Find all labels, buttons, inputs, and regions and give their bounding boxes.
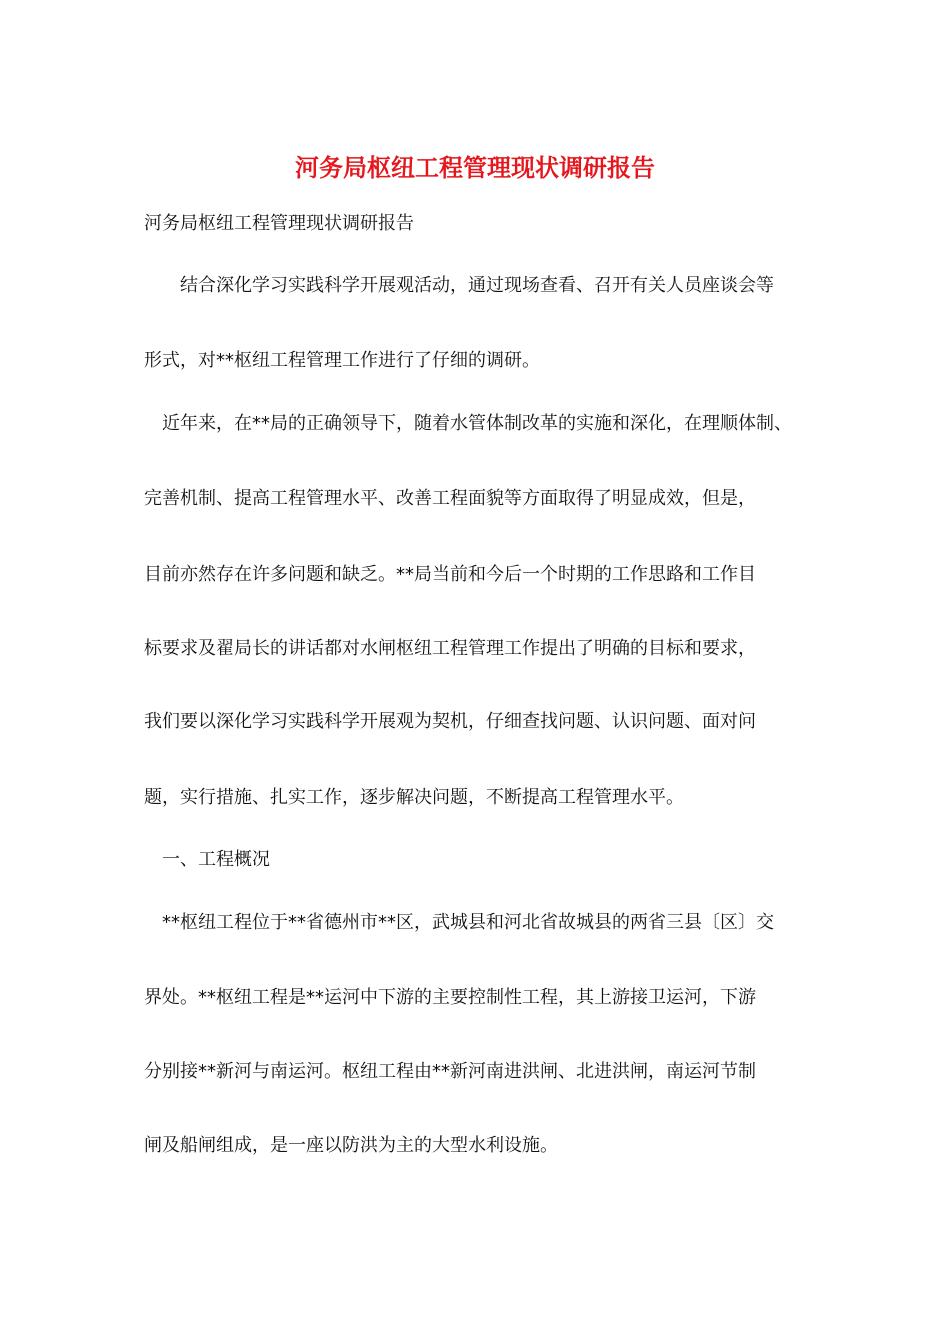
body-line-12: 分别接**新河与南运河。枢纽工程由**新河南进洪闸、北进洪闸，南运河节制 xyxy=(144,1061,756,1082)
body-line-11: 界处。**枢纽工程是**运河中下游的主要控制性工程，其上游接卫运河，下游 xyxy=(144,987,756,1008)
body-line-2: 形式，对**枢纽工程管理工作进行了仔细的调研。 xyxy=(144,350,540,371)
body-line-7: 我们要以深化学习实践科学开展观为契机，仔细查找问题、认识问题、面对问 xyxy=(144,711,756,732)
subtitle-line: 河务局枢纽工程管理现状调研报告 xyxy=(144,213,414,234)
document-title: 河务局枢纽工程管理现状调研报告 xyxy=(295,153,655,182)
body-line-4: 完善机制、提高工程管理水平、改善工程面貌等方面取得了明显成效，但是， xyxy=(144,488,756,509)
body-line-10: **枢纽工程位于**省德州市**区，武城县和河北省故城县的两省三县〔区〕交 xyxy=(144,912,774,933)
body-line-13: 闸及船闸组成，是一座以防洪为主的大型水利设施。 xyxy=(144,1135,558,1156)
body-line-1: 结合深化学习实践科学开展观活动，通过现场查看、召开有关人员座谈会等 xyxy=(144,275,774,296)
body-line-5: 目前亦然存在许多问题和缺乏。**局当前和今后一个时期的工作思路和工作目 xyxy=(144,564,756,585)
body-line-8: 题，实行措施、扎实工作，逐步解决问题，不断提高工程管理水平。 xyxy=(144,787,684,808)
body-line-3: 近年来，在**局的正确领导下，随着水管体制改革的实施和深化，在理顺体制、 xyxy=(144,413,792,434)
section-heading: 一、工程概况 xyxy=(144,849,270,870)
body-line-6: 标要求及翟局长的讲话都对水闸枢纽工程管理工作提出了明确的目标和要求， xyxy=(144,638,756,659)
